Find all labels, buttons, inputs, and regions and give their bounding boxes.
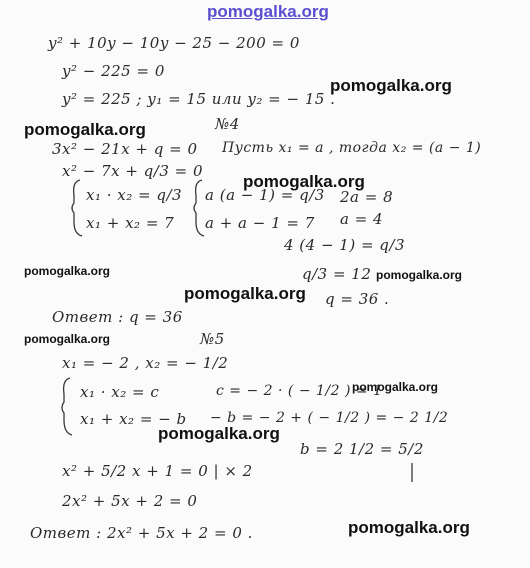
equation-line-2: y² − 225 = 0 (62, 62, 165, 80)
compute-b: − b = − 2 + ( − 1/2 ) = − 2 1/2 (210, 410, 449, 426)
site-watermark: pomogalka.org (348, 518, 470, 537)
site-watermark: pomogalka.org (184, 284, 306, 303)
system-eq-1: a (a − 1) = q/3 (205, 186, 325, 204)
site-watermark-top: pomogalka.org (207, 2, 329, 21)
solve-step-3: 4 (4 − 1) = q/3 (284, 236, 406, 254)
site-watermark: pomogalka.org (158, 424, 280, 443)
vieta-product-5: x₁ · x₂ = c (80, 383, 160, 401)
roots-line: x₁ = − 2 , x₂ = − 1/2 (62, 354, 229, 372)
vieta-product-4: x₁ · x₂ = q/3 (86, 186, 183, 204)
site-watermark: pomogalka.org (24, 120, 146, 139)
problem-number-4: №4 (215, 115, 240, 133)
equation-line-8: 2x² + 5x + 2 = 0 (62, 492, 198, 510)
vieta-sum-5: x₁ + x₂ = − b (80, 410, 187, 428)
compute-b-value: b = 2 1/2 = 5/2 (300, 440, 424, 458)
site-watermark: pomogalka.org (24, 264, 111, 278)
equation-line-4: 3x² − 21x + q = 0 (52, 140, 198, 158)
solve-step-2: a = 4 (340, 210, 384, 228)
system-brace-2 (194, 180, 204, 236)
vieta-sum-4: x₁ + x₂ = 7 (86, 214, 175, 232)
equation-line-1: y² + 10y − 10y − 25 − 200 = 0 (48, 34, 300, 52)
system-brace-3 (62, 378, 72, 435)
equation-line-7: x² + 5/2 x + 1 = 0 | × 2 (62, 462, 253, 480)
answer-line-4: Ответ : q = 36 (52, 308, 183, 326)
equation-line-5: x² − 7x + q/3 = 0 (62, 162, 204, 180)
equation-line-3: y² = 225 ; y₁ = 15 или y₂ = − 15 . (62, 90, 336, 108)
site-watermark: pomogalka.org (24, 332, 111, 346)
system-eq-2: a + a − 1 = 7 (205, 214, 315, 232)
problem-number-5: №5 (200, 330, 225, 348)
site-watermark: pomogalka.org (330, 76, 452, 95)
site-watermark: pomogalka.org (352, 380, 439, 394)
answer-line-5: Ответ : 2x² + 5x + 2 = 0 . (30, 524, 253, 542)
solve-step-5: q = 36 . (325, 290, 390, 308)
assumption-line: Пусть x₁ = a , тогда x₂ = (a − 1) (222, 140, 482, 156)
site-watermark: pomogalka.org (376, 268, 463, 282)
site-watermark: pomogalka.org (243, 172, 365, 191)
compute-c: c = − 2 · ( − 1/2 ) = 1 (216, 383, 383, 399)
system-brace-1 (72, 180, 82, 236)
solve-step-1: 2a = 8 (340, 188, 394, 206)
solve-step-4: q/3 = 12 (302, 265, 372, 283)
